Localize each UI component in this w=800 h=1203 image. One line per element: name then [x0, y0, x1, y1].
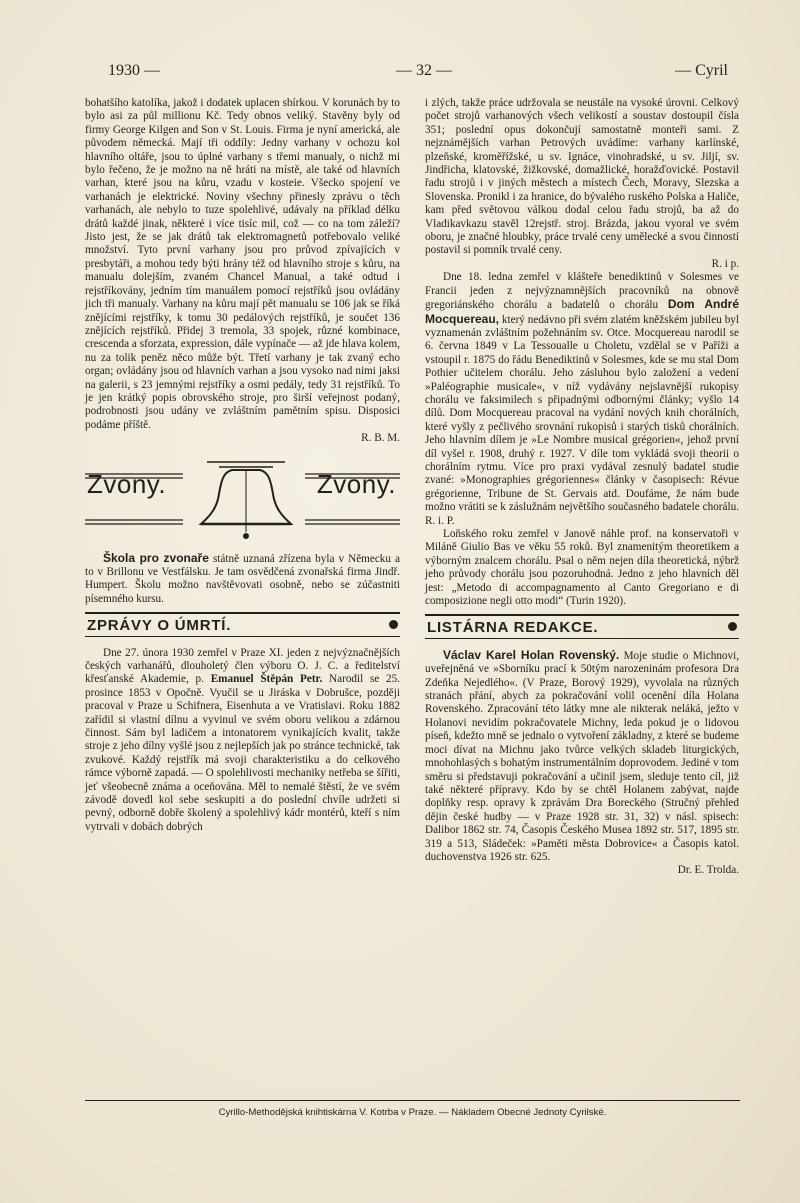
obituary-petr: [85, 647, 400, 835]
obituary-mocquereau: [425, 271, 739, 528]
page-header: [108, 62, 728, 84]
bell-school-paragraph: [85, 552, 400, 607]
organ-article: bohatšího katolíka, jakož i dodatek uplacen sbírkou. V korunách by to bylo asi za půl millionu Kč. Tedy obnos veliký. Stavěny byly od firmy George Kilgen and Son v St. Louis. Firma je nyní americká, ale původem německá. Mají tři oddíly: Jedny varhany v ochozu kol hlavního oltáře, jsou to úplné varhany s třemi manualy, o nichž mi bylo řečeno, že je možno na ně hráti na místě, ale také od hlavních varhan, které jsou na kůru, vzadu v kosteie. Všecko spojení ve varhanách je elektrické. Noviny všechny přinesly zprávu o těch varhanách, ale nebylo to tuze spolehlivé, udávaly na příklad délku drátů každé jinak, některé i více tisíc mil, což — co na tom záleží? Jisto jest, že se jak drátů tak elektromagnetů potřebovalo veliké množství. Tyto první varhany jsou pro průvod zpívajících v presbytáři, a mohou tedy býti hrány též od hlavního stroje s kůru, na manualu dolejším, zvaném Chancel Manual, a také odtud i rejstříkovány, jedním tím manuálem pomocí rejstříků jsou ovládány jich tři manualy. Varhany na kůru mají pět manualu se 106 jak se říká znějícími rejstříky, k tomu 30 pedálových rejstříků, je součet 136 znějících rejstříků. Přidej 3 tremola, 33 spojek, různé kombinace, crescenda a sforzata, expression, dále vypínače — až jde hlava kolem, nu za tolik peněz něco může být. Třetí varhany je tak zvaný echo organ; ovládány jsou od hlavních varhan a jsou vysoko nad nimi jaksi na galerii, s 23 jemnými rejstříky a osmi pedály, tedy 31 rejstříků. To je jen krátký popis obrovského stroje, pro širší veřejnost podaný, podrobnosti jsou udány ve zvláštním pamětním spisu. Disposici podáme příště.: [85, 97, 400, 431]
organ-article-signature: R. B. M.: [361, 432, 400, 445]
obituary-petr-continued: i zlých, takže práce udržovala se neustále na vysoké úrovni. Celkový počet strojů varhanových všech velikostí a soustav dostoupil čísla 351; poslední opus dokončují samostatně monteři sami. Z nejznámějších varhan Petrových uvádíme: varhany karlínské, plzeňské, kroměřížské, u sv. Ignáce, vinohradské, u sv. Jiljí, sv. Jindřicha, klatovské, žižkovské, domažlické, horažďovické. Postavil řadu strojů i v jiných městech a místech Čech, Moravy, Slezska a Slovenska. Pronikl i za hranice, do bývalého ruského Polska a Haliče, kam před světovou válkou dodal celou řadu strojů, ba až do Vladikavkazu stavěl 12rejstř. stroj. Brázda, jakou vyoral ve svém oboru, je značné hloubky, práce trvalé ceny umělecké a svou činností postavil si pomník trvalé ceny.: [425, 97, 739, 257]
bells-word-right: Zvony.: [316, 468, 396, 499]
printer-footer: Cyrillo-Methodějská knihtiskárna V. Kotrba v Praze. — Nákladem Obecné Jednoty Cyrilské.: [85, 1100, 740, 1118]
bell-icon: [85, 454, 400, 546]
black-dot-icon: [728, 622, 737, 631]
obituary-petr-text: Narodil se 25. prosince 1853 v Opočně. Vyučil se u Jiráska v Dobrušce, později pracoval v Praze u Schifnera, Eisenhuta a ve Vratislavi. Roku 1882 zařídil si vlastní dílnu a vyvinul ve svém oboru velikou a zdárnou činnost. Sám byl ladičem a intonatorem vynikajících kvalit, takže stroje z jeho dílny vyšlé jsou z nejlepších jak po stránce technické, tak zvukové. Každý rejstřík má svoji charakteristiku a do celkového rámce výborně zapadá. — O spolehlivosti mechaniky netřeba se šířiti, jeť všeobecně známa a oceňována. Měl to nemalé štěstí, že ve svém závodě dovedl kol sebe seskupiti a do poslední chvíle udržeti si pevný, odborně dobře školený a spolehlivý kádr montérů, kteří s ním vytrvali v dobách dobrých: [85, 673, 401, 833]
letter-holan-name: Václav Karel Holan Rovenský.: [443, 647, 620, 662]
header-year: 1930 —: [108, 62, 160, 79]
obituary-mocquereau-name: Dom André Mocquereau,: [425, 297, 739, 326]
obituary-petr-name: Emanuel Štěpán Petr.: [210, 673, 323, 686]
obituaries-heading: [85, 612, 400, 636]
bell-school-text: státně uznaná zřízena byla v Německu a to v Brillonu ve Vestfálsku. Je tam osvědčená zvonařská firma Jindř. Humpert. Školu možno navštěvovati osobně, nebo se zúčastniti písemného kursu.: [85, 552, 401, 605]
obituary-bas: Loňského roku zemřel v Janově náhle prof. na konservatoři v Miláně Giulio Bas ve věku 55 roků. Byl znamenitým theoretikem a výborným znalcem chorálu. Psal o něm nejen díla theoretická, nýbrž jeho průvody chorálu jsou pozoruhodná. Jedno z jeho hlavních děl jest: „Metodo di accompagnamento al Canto Gregoriano e di composizione negli otto modi“ (Turin 1920).: [425, 528, 739, 608]
bell-school-lead: Škola pro zvonaře: [103, 550, 209, 565]
obituary-mocquereau-intro: Dne 18. ledna zemřel v klášteře benediktinů v Solesmes ve Francii jeden z nejvýznamnějších pracovníků na obnově gregoriánského chorálu a badatelů o chorálu: [425, 271, 739, 312]
editorial-letters-title: LISTÁRNA REDAKCE.: [427, 619, 599, 637]
editorial-letters-heading: [425, 614, 739, 638]
left-column: [85, 97, 400, 834]
black-dot-icon: [389, 620, 398, 629]
letter-holan: [425, 649, 739, 865]
bells-word-left: Zvony.: [87, 468, 167, 499]
header-page-number: — 32 —: [396, 62, 452, 79]
right-column: [425, 97, 739, 878]
bells-heading: [85, 454, 400, 546]
obituary-petr-signature: R. i p.: [711, 257, 739, 270]
letter-signature: Dr. E. Trolda.: [677, 864, 739, 877]
header-title: — Cyril: [675, 62, 728, 79]
obituary-mocquereau-text: který nedávno při svém zlatém kněžském jubileu byl vyznamenán zvláštním požehnáním sv. Otce. Mocquereau narodil se 6. června 1849 v La Tessoualle u Choletu, vzdělal se v Paříži a vstoupil r. 1875 do řádu Benediktinů v Solesmes, kde se mu stal Dom Pothier učitelem chorálu. Jeho zásluhou bylo založení a vedení »Paléographie musicale«, v níž vydávány nejslavnější rukopisy chorálu ve faksimilech s připadnými odbornými články; vyšlo 14 dílů. Dom Mocquereau pracoval na vydání nových knih chorálních, které vyšly z pečlivého srovnání rukopisů i starých tisků chorálních. Jeho hlavním dílem je »Le Nombre musical grégorien«, jehož první díl vyšel r. 1908, druhý r. 1927. V díle tom vykládá svoji theorii o chorálním rytmu. Více pro praxi vydával zesnulý badatel studie zvané: »Monographies grégoriennes« články v časopisech: Révue grégorienne, Tribune de St. Gervais atd. Doufáme, že nám bude možno vrátiti se k záslužnám největšího současného badatele chorálu. R. i. P.: [425, 313, 739, 527]
obituaries-title: ZPRÁVY O ÚMRTÍ.: [87, 617, 232, 635]
letter-holan-text: Moje studie o Michnovi, uveřejněná ve »Sborníku prací k 50tým narozeninám profesora Dra Zdeňka Nejedlého«. (V Praze, Borový 1929), vyvolala na různých stranách přání, abych za pokračování volil ocenění díla Holana Rovenského. Zpracování této látky mne ale nikterak neláká, ježto v Holanovi nevidím pokračovatele Michny, leda pokud je o lidovou píseň, kdežto mně se jednalo o vytvoření základny, z které se budeme moci dívat na Michnu jako tvůrce velkých skladeb liturgických, mnohohlasých s bohatým instrumentálním doprovodem. Jediné v tom směru si představuji pokračování a učinil jsem, sleduje tento cíl, již také některé přípravy. Kdo by se chtěl Holanem zabývat, najde doplňky resp. opravy k zprávám Dra Boreckého (Stručný přehled dějin české hudby — v Praze 1928 str. 31, 32) v násl. spisech: Dalibor 1862 str. 74, Časopis Českého Musea 1892 str. 517, 1895 str. 319 a 513, Sládeček: »Paměti města Dobrovice« a Časopis katol. duchovenstva 1926 str. 625.: [425, 649, 739, 863]
obituary-petr-intro: Dne 27. února 1930 zemřel v Praze XI. jeden z nejvýznačnějších českých varhanářů, dlouholetý člen výboru O. J. C. a ředitelství křesťanské Akademie, p.: [85, 646, 400, 686]
